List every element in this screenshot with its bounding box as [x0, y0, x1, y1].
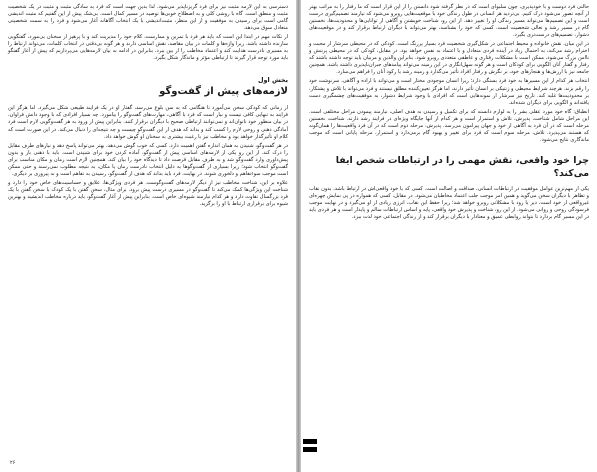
left-top-paragraph-2: از نکات مهم در ابتدا این است که باید هر فرد با تمرین و ممارست، کلام خود را مدیریت کند و با پرهیز از سخنان بی‌مورد، گفتگویی سازنده داشته باشد. زیرا واژه‌ها و کلمات در بیان مقاصد، نقش اساسی دارند و هر گونه بی‌دقتی در انتخاب کلمات، می‌تواند ارتباط را به مسیری نادرست هدایت کند و اعتماد مخاطب را از بین ببرد. بنابراین در ادامه به بیان لازمه‌هایی می‌پردازیم که پیش از آغاز گفتگو باید مورد توجه قرار گیرند تا ارتباطی مؤثر و ماندگار شکل بگیرد.	[8, 34, 288, 62]
right-top-paragraph-1: حالتی فرد دوست و با خودپذیری، چون سلبوای است که در نظر گرفته شود دانستن را از این قرار است که ما رفتار را به مراتب بهتر از آنچه تصور می‌شود درک کنیم. بی‌تردید هر انسانی در طول زندگی خود با موقعیت‌هایی روبرو می‌شود که نیازمند تصمیم‌گیری درست است و این تصمیم‌ها می‌تواند مسیر زندگی او را تغییر دهد. از این رو، شناخت خویشتن و آگاهی از توانایی‌ها و محدودیت‌ها، نخستین گام در مسیر رشد و تعالی شخصیت است. کسی که خود را بشناسد، بهتر می‌تواند با دیگران ارتباط برقرار کند و در موقعیت‌های دشوار، تصمیم‌های درست‌تری بگیرد.	[309, 4, 589, 39]
redaction-bar	[303, 447, 317, 452]
section-title: لازمه‌های پیش از گفت‌وگو	[159, 86, 288, 98]
left-body-paragraph-2: در هر گفت‌وگو، شنیدن به همان اندازه گفتن اهمیت دارد. کسی که خوب گوش می‌دهد، بهتر می‌تواند پاسخ دهد و نیازهای طرف مقابل را درک کند. از این رو یکی از لازمه‌های اساسی پیش از گفت‌وگو، آماده کردن خود برای شنیدن است. باید با ذهنی باز و بدون پیش‌داوری وارد گفت‌وگو شد و به طرف مقابل فرصت داد تا دیدگاه خود را بیان کند. همچنین لازم است زمان و مکان مناسب برای گفت‌وگو انتخاب شود؛ زیرا بسیاری از گفت‌وگوها به دلیل انتخاب نادرست زمان یا مکان، به نتیجه مطلوب نمی‌رسند و حتی ممکن است موجب سوءتفاهم و دلخوری شوند. در نهایت، فرد باید بداند که هدف از گفت‌وگو، رسیدن به تفاهم است و نه پیروزی بر دیگری.	[8, 142, 288, 177]
right-page	[301, 0, 597, 472]
left-page	[0, 0, 296, 472]
right-page-content	[309, 4, 589, 468]
right-section-title: چرا خود واقعی، نقش مهمی را در ارتباطات شخص ایفا می‌کند؟	[335, 154, 589, 179]
right-bottom-paragraph-1: یکی از مهم‌ترین عوامل موفقیت در ارتباطات انسانی، صداقت و اصالت است. کسی که با خود واقعی‌اش در ارتباط باشد، بدون نقاب و تظاهر با دیگران سخن می‌گوید و همین امر موجب جلب اعتماد مخاطبان می‌شود. در مقابل، کسی که همواره در پی نمایش چهره‌ای غیرواقعی از خود است، دیر یا زود با مشکلاتی روبرو خواهد شد؛ زیرا حفظ این نقاب، انرژی زیادی از او می‌گیرد و در نهایت موجب فرسودگی روحی و روانی می‌شود. از این رو، شناخت و پذیرش خود واقعی، پایه و اساس ارتباطات سالم و پایدار است و هر فردی باید در این مسیر گام بردارد تا بتواند روابطی عمیق و معنادار با دیگران برقرار کند و از زندگی اجتماعی خود لذت ببرد.	[308, 185, 589, 221]
right-top-paragraph-2: در این میان، نقش خانواده و محیط اجتماعی در شکل‌گیری شخصیت فرد بسیار پررنگ است. کودکی که در محیطی سرشار از محبت و احترام رشد می‌کند، به احتمال زیاد در آینده فردی متعادل و با اعتماد به نفس خواهد بود. در مقابل، کودکی که در محیطی پرتنش و ناامن بزرگ می‌شود، ممکن است با مشکلات رفتاری و عاطفی متعددی روبرو شود. بنابراین والدین و مربیان باید توجه داشته باشند که رفتار و گفتار آنان الگویی برای کودکان است و هر گونه سهل‌انگاری در این زمینه می‌تواند پیامدهای جبران‌ناپذیری داشته باشد. همچنین جامعه نیز با ارزش‌ها و هنجارهای خود، بر نگرش و رفتار افراد تأثیر می‌گذارد و زمینه رشد یا رکود آنان را فراهم می‌سازد.	[309, 41, 589, 76]
left-body-paragraph-3: علاوه بر این، شناخت مخاطب نیز از دیگر لازمه‌های گفت‌وگوست. هر فردی ویژگی‌ها، علایق و حساسیت‌های خاص خود را دارد و شناخت این ویژگی‌ها کمک می‌کند تا گفت‌وگو در مسیری درست پیش برود. برای مثال، سخن گفتن با یک کودک با سخن گفتن با یک فرد بزرگسال تفاوت دارد و هر کدام نیازمند شیوه‌ای خاص است. بنابراین پیش از آغاز گفت‌وگو، باید درباره مخاطب اندیشید و بهترین شیوه برای برقراری ارتباط با او را برگزید.	[8, 179, 288, 207]
right-top-paragraph-3: انتخاب هر کدام از این مسیرها به خود فرد بستگی دارد؛ زیرا انسان موجودی مختار است و می‌تواند با اراده و آگاهی، سرنوشت خود را رقم بزند. هرچند شرایط محیطی و ژنتیکی بر انسان تأثیر دارند، اما هرگز تعیین‌کننده مطلق نیستند و فرد می‌تواند با تلاش و پشتکار، بر محدودیت‌ها غلبه کند. تاریخ نیز سرشار از نمونه‌هایی است که افرادی با وجود شرایط دشوار، به موفقیت‌های چشمگیری دست یافته‌اند و الگویی برای دیگران شده‌اند.	[309, 78, 589, 106]
chapter-label: بخش اول	[258, 76, 288, 85]
redaction-bar	[303, 439, 317, 444]
left-top-paragraph-1: دسترسی به این لازمه مثبت نیز برای فرد گریزناپذیر می‌شود. لذا بدین جهت است که فرد به سادگی مثبت و مثبت در یک شخصیت مثبت و منطق است. گاه با روشی کلی و به اصطلاح خوبی‌ها توصیه در مسیر کمال است. بی‌شک پیش از این گفتیم که مثبت اندیشی گامی است برای رسیدن به موفقیت و از این منظر، مثبت‌اندیشی با یک انتخاب آگاهانه آغاز می‌شود و فرد را به سمت شخصیتی متعادل سوق می‌دهد.	[8, 4, 288, 32]
left-page-content	[8, 4, 288, 468]
right-top-paragraph-4: انطباق: گاه خود مورد عقلی بشر را به لوازم دانسته که برای تکمیل و رسیدن به هدف اصلی، نیازمند پیمودن مراحل مختلفی است. این مراحل شامل شناخت، پذیرش، تلاش و استمرار است و هر کدام از آنها جایگاه ویژه‌ای در فرایند رشد دارند. شناخت، نخستین مرحله است که در آن فرد به آگاهی از خود و جهان پیرامون می‌رسد. پذیرش، مرحله دوم است که در آن فرد واقعیت‌ها را همان‌گونه که هستند می‌پذیرد. تلاش، مرحله سوم است که فرد برای تغییر و بهبود گام برمی‌دارد و استمرار، مرحله پایانی است که موجب ماندگاری نتایج می‌شود.	[309, 108, 589, 143]
left-body-paragraph-1: از زمانی که کودکی سخن می‌آموزد تا هنگامی که به سن بلوغ می‌رسد، گفتار او در یک فرایند طبیعی شکل می‌گیرد. اما هرگز این فرایند به تنهایی کافی نیست و نیاز است که فرد با آگاهی، مهارت‌های گفت‌وگو را بیاموزد. چه بسیار افرادی که با وجود دانش فراوان، در بیان منظور خود ناتوان‌اند و نمی‌توانند ارتباطی صحیح با دیگران برقرار کنند. بنابراین پیش از ورود به هر گفت‌وگویی لازم است فرد آمادگی ذهنی و روحی لازم را کسب کند و بداند که هدف از این گفت‌وگو چیست و چه نتیجه‌ای را دنبال می‌کند. در این صورت است که کلام او تأثیرگذار خواهد بود و مخاطب نیز با رغبت بیشتری به سخنان او گوش خواهد داد.	[8, 105, 288, 140]
page-number: ۲۶	[10, 460, 16, 466]
